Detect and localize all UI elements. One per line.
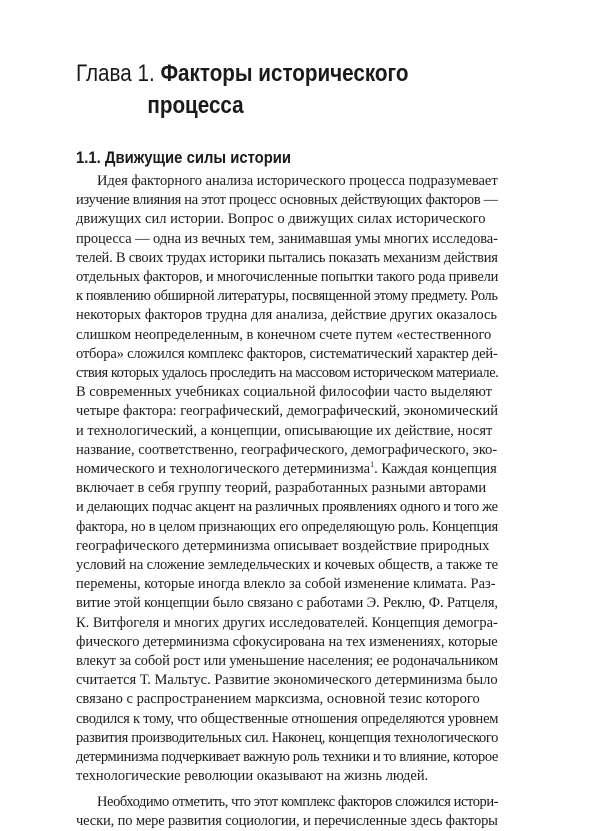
text-line: и технологический, а концепции, описывающие их действие, носят (76, 422, 493, 439)
text-line: изучение влияния на этот процесс основных действующих факторов — (76, 192, 498, 209)
text-line: ствия которых удалось проследить на массовом историческом материале. (76, 365, 498, 382)
text-line: сводился к тому, что общественные отношения определяются уровнем (76, 710, 498, 727)
text-line: перемены, которые иногда влекло за собой изменение климата. Раз- (76, 576, 496, 593)
text-line: отдельных факторов, и многочисленные попытки такого рода привели (76, 269, 498, 286)
text-line: Идея факторного анализа исторического процесса подразумевает (97, 173, 498, 189)
text-line: название, соответственно, географического, демографического, эко- (76, 441, 498, 458)
text-line: движущих сил истории. Вопрос о движущих силах исторического (76, 211, 486, 228)
text-line: четыре фактора: географический, демографический, экономический (76, 403, 498, 420)
text-line: К. Витфогеля и многих других исследователей. Концепция демогра- (76, 614, 498, 631)
text-line-with-footnote (76, 460, 498, 479)
text-fragment: номического и технологического детерминизма (76, 461, 371, 478)
text-line: и делающих подчас акцент на различных проявлениях одного и того же (76, 499, 498, 516)
chapter-title-line-1: Факторы исторического (160, 60, 409, 87)
text-line: Необходимо отметить, что этот комплекс факторов сложился истори- (97, 793, 498, 810)
text-line: витие этой концепции было связано с работами Э. Реклю, Ф. Ратцеля, (76, 595, 498, 612)
text-line: развития производительных сил. Наконец, концепция технологического (76, 729, 498, 746)
chapter-label: Глава 1. (76, 60, 155, 87)
text-line: фического детерминизма сфокусирована на тех изменениях, которые (76, 633, 498, 650)
text-line: отбора» сложился комплекс факторов, систематический характер дей- (76, 345, 498, 362)
footnote-marker[interactable]: 1 (370, 460, 375, 470)
text-fragment: . Каждая концепция (374, 461, 497, 478)
chapter-heading (76, 58, 489, 122)
text-line: чески, по мере развития социологии, и перечисленные здесь факторы (76, 812, 498, 829)
paragraph-2 (76, 793, 498, 831)
text-line: считается Т. Мальтус. Развитие экономического детерминизма было (76, 672, 498, 689)
text-line: процесса — одна из вечных тем, занимавшая умы многих исследова- (76, 230, 498, 247)
paragraph-1 (76, 172, 498, 787)
text-line: некоторых факторов трудна для анализа, действие других оказалось (76, 307, 498, 324)
body-text (76, 172, 498, 831)
section-heading: 1.1. Движущие силы истории (76, 149, 292, 167)
text-line: телей. В своих трудах историки пытались показать механизм действия (76, 249, 498, 266)
text-line: условий на сложение земледельческих и кочевых обществ, а также те (76, 557, 498, 574)
chapter-title-line-2: процесса (147, 92, 244, 119)
text-line: влекут за собой рост или уменьшение населения; ее родоначальником (76, 653, 498, 670)
text-line: географического детерминизма описывает воздействие природных (76, 537, 490, 554)
text-line: включает в себя группу теорий, разработанных разными авторами (76, 480, 487, 497)
chapter-heading-line-1 (76, 58, 489, 90)
text-line: слишком неопределенным, в конечном счете путем «естественного (76, 326, 492, 343)
text-line: связано с распространением марксизма, основной тезис которого (76, 691, 480, 708)
text-line: фактора, но в целом признающих его определяющую роль. Концепция (76, 518, 498, 535)
text-line: В современных учебниках социальной философии часто выделяют (76, 384, 492, 401)
text-line: к появлению обширной литературы, посвященной этому предмету. Роль (76, 288, 498, 305)
text-line: детерминизма подчеркивает важную роль техники и то влияние, которое (76, 749, 498, 766)
text-line: технологические революции оказывают на жизнь людей. (76, 768, 429, 785)
